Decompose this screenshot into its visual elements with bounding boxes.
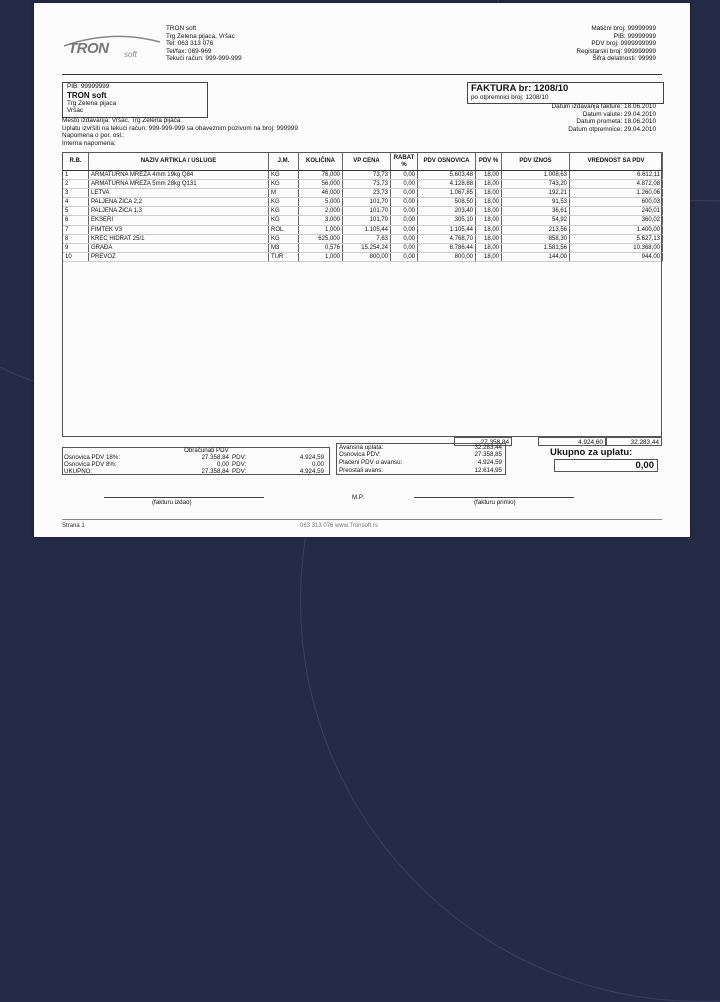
pay-label: Ukupno za uplatu: xyxy=(550,447,633,458)
table-cell: 0,00 xyxy=(391,207,418,216)
signature-line-issuer xyxy=(104,497,264,498)
table-cell: 0,00 xyxy=(391,225,418,234)
table-cell: 1.008,63 xyxy=(502,171,570,180)
note-line: Interna napomena: xyxy=(62,139,116,147)
invoice-title: FAKTURA br: 1208/10 xyxy=(471,83,569,94)
table-cell: 46,000 xyxy=(299,189,343,198)
vat-line-pdv: 0,00 xyxy=(311,461,324,468)
vat-line-pdv: 4.924,59 xyxy=(299,454,324,461)
table-cell: 7 xyxy=(63,225,89,234)
company-id-line xyxy=(576,55,656,63)
table-cell: 6.612,11 xyxy=(570,171,663,180)
table-row xyxy=(63,216,663,225)
col-header: VP CENA xyxy=(343,153,391,171)
table-cell: 73,73 xyxy=(343,171,391,180)
table-cell: 6 xyxy=(63,216,89,225)
table-cell: 0,00 xyxy=(391,180,418,189)
table-cell: 4.768,70 xyxy=(418,234,476,243)
buyer-street: Trg Zelena pijaca xyxy=(67,99,117,107)
table-cell: 8.786,44 xyxy=(418,243,476,252)
table-cell: 18,00 xyxy=(476,252,502,261)
invoice-dates xyxy=(552,103,656,133)
col-header: RABAT % xyxy=(391,153,418,171)
footer-page: Strana 1 xyxy=(62,523,85,529)
total-sum: 32.283,44 xyxy=(606,437,662,446)
svg-text:TRON: TRON xyxy=(68,40,109,57)
items-table xyxy=(62,152,663,262)
table-cell: KG xyxy=(269,180,299,189)
advance-value: 12.614,95 xyxy=(474,467,502,474)
company-address: Trg Zelena pijaca, Vršac xyxy=(166,32,235,40)
invoice-page xyxy=(34,3,690,537)
header-divider xyxy=(62,74,662,75)
table-cell: 1,000 xyxy=(299,225,343,234)
invoice-notes xyxy=(62,117,298,147)
buyer-city: Vršac xyxy=(67,107,84,115)
id-value: 9999999999 xyxy=(620,40,656,48)
table-cell: 4.872,08 xyxy=(570,180,663,189)
vat-summary-heading: Obračunati PDV xyxy=(184,447,229,454)
col-header: PDV % xyxy=(476,153,502,171)
table-cell: 508,50 xyxy=(418,198,476,207)
table-cell: 18,00 xyxy=(476,198,502,207)
table-cell: 101,70 xyxy=(343,207,391,216)
table-cell: GRAĐA xyxy=(89,243,269,252)
table-cell: 0,00 xyxy=(391,234,418,243)
table-row xyxy=(63,252,663,261)
table-cell: 18,00 xyxy=(476,234,502,243)
table-cell: 1.400,00 xyxy=(570,225,663,234)
table-cell: ARMATURNA MREŽA 5mm 28kg Q131 xyxy=(89,180,269,189)
table-header-row xyxy=(63,153,663,171)
invoice-date: Datum otpremnice: 29.04.2010 xyxy=(568,125,656,133)
company-header xyxy=(166,25,242,63)
footer-divider xyxy=(62,519,662,520)
id-value: 999999999 xyxy=(624,47,656,55)
vat-line-pdv: 4.924,59 xyxy=(299,468,324,475)
table-cell: 101,70 xyxy=(343,198,391,207)
table-cell: 360,02 xyxy=(570,216,663,225)
table-cell: 625,000 xyxy=(299,234,343,243)
company-ids xyxy=(576,25,656,63)
table-cell: 5,000 xyxy=(299,198,343,207)
id-value: 99999999 xyxy=(627,25,656,32)
company-tel: Tel: 063 313 076 xyxy=(166,40,214,48)
id-label: Registarski broj: xyxy=(576,47,623,55)
table-cell: 18,00 xyxy=(476,243,502,252)
advance-label: Plaćeni PDV u avansu: xyxy=(339,459,403,466)
invoice-dispatch: po otpremnici broj: 1208/10 xyxy=(471,94,549,101)
tron-soft-logo xyxy=(62,33,162,59)
table-cell: PREVOZ xyxy=(89,252,269,261)
table-cell: ARMATURNA MREŽA 4mm 19kg Q84 xyxy=(89,171,269,180)
col-header: PDV IZNOS xyxy=(502,153,570,171)
invoice-date: Datum prometa: 18.06.2010 xyxy=(576,118,656,126)
table-cell: 1.105,44 xyxy=(418,225,476,234)
table-cell: 0,576 xyxy=(299,243,343,252)
table-cell: PALJENA ŽICA 1,3 xyxy=(89,207,269,216)
company-account: Tekući račun: 999-999-999 xyxy=(166,55,242,63)
vat-line-label: UKUPNO: xyxy=(64,468,93,475)
id-label: PIB: xyxy=(613,32,626,40)
signature-line-receiver xyxy=(414,497,574,498)
table-cell: 23,73 xyxy=(343,189,391,198)
table-cell: 10 xyxy=(63,252,89,261)
table-cell: 0,00 xyxy=(391,216,418,225)
vat-line-pdv-label: PDV: xyxy=(232,454,247,461)
table-cell: 8 xyxy=(63,234,89,243)
table-cell: 9 xyxy=(63,243,89,252)
vat-line-pdv-label: PDV: xyxy=(232,461,247,468)
advance-label: Preostali avans: xyxy=(339,467,384,474)
table-cell: 54,92 xyxy=(502,216,570,225)
table-cell: KG xyxy=(269,198,299,207)
footer-contact: 063 313 076 www.Tronsoft.rs xyxy=(300,523,378,529)
table-cell: 2 xyxy=(63,180,89,189)
table-cell: 91,53 xyxy=(502,198,570,207)
table-cell: 0,00 xyxy=(391,171,418,180)
table-cell: 240,01 xyxy=(570,207,663,216)
table-row xyxy=(63,243,663,252)
note-line: Napomena o por. osl.: xyxy=(62,132,125,140)
table-cell: 600,03 xyxy=(570,198,663,207)
table-cell: 1.581,56 xyxy=(502,243,570,252)
id-value: 99999999 xyxy=(627,32,656,40)
total-pdv: 4.924,60 xyxy=(538,437,606,446)
vat-line-base: 27.358,84 xyxy=(201,454,229,461)
table-cell: 0,00 xyxy=(391,252,418,261)
table-cell: 10.368,00 xyxy=(570,243,663,252)
table-cell: 4 xyxy=(63,198,89,207)
table-cell: 15.254,24 xyxy=(343,243,391,252)
table-cell: 18,00 xyxy=(476,171,502,180)
company-telfax: Tel/fax: 069-969 xyxy=(166,47,212,55)
table-cell: 76,000 xyxy=(299,171,343,180)
table-cell: 1.067,85 xyxy=(418,189,476,198)
table-cell: 36,61 xyxy=(502,207,570,216)
table-cell: 56,000 xyxy=(299,180,343,189)
table-cell: FIMTEK V3 xyxy=(89,225,269,234)
col-header: NAZIV ARTIKLA / USLUGE xyxy=(89,153,269,171)
col-header: J.M. xyxy=(269,153,299,171)
table-cell: 18,00 xyxy=(476,207,502,216)
table-cell: M3 xyxy=(269,243,299,252)
table-cell: 1 xyxy=(63,171,89,180)
table-cell: 0,00 xyxy=(391,198,418,207)
id-value: 99999 xyxy=(638,55,656,63)
table-cell: 203,40 xyxy=(418,207,476,216)
col-header: PDV OSNOVICA xyxy=(418,153,476,171)
table-row xyxy=(63,171,663,180)
table-row xyxy=(63,234,663,243)
table-cell: 18,00 xyxy=(476,189,502,198)
advance-value: 32.283,44 xyxy=(474,444,502,451)
table-cell: 1.260,06 xyxy=(570,189,663,198)
table-cell: 3,000 xyxy=(299,216,343,225)
table-cell: 944,00 xyxy=(570,252,663,261)
table-cell: 213,56 xyxy=(502,225,570,234)
pay-value: 0,00 xyxy=(635,460,654,471)
table-cell: LETVA xyxy=(89,189,269,198)
table-cell: 4.128,88 xyxy=(418,180,476,189)
table-cell: 192,21 xyxy=(502,189,570,198)
invoice-title-box xyxy=(467,82,664,104)
table-cell: ROL xyxy=(269,225,299,234)
table-cell: 1,000 xyxy=(299,252,343,261)
vat-line-pdv-label: PDV: xyxy=(232,468,247,475)
invoice-date: Datum valute: 29.04.2010 xyxy=(582,110,656,118)
advance-value: 4.924,59 xyxy=(477,459,502,466)
table-cell: 1.105,44 xyxy=(343,225,391,234)
signature-issued: (fakturu izdao) xyxy=(152,499,192,506)
table-cell: 18,00 xyxy=(476,216,502,225)
signature-received: (fakturu primio) xyxy=(474,499,516,506)
id-label: Šifra delatnosti: xyxy=(592,55,637,63)
table-cell: 0,00 xyxy=(391,243,418,252)
table-cell: EKSERI xyxy=(89,216,269,225)
id-label: Matični broj: xyxy=(591,25,626,32)
table-cell: 305,10 xyxy=(418,216,476,225)
buyer-pib: PIB: 99999999 xyxy=(67,83,110,90)
table-cell: TUR xyxy=(269,252,299,261)
buyer-name: TRON soft xyxy=(67,90,107,100)
invoice-date: Datum izdavanja fakture: 18.06.2010 xyxy=(551,103,656,110)
table-cell: 101,70 xyxy=(343,216,391,225)
col-header: VREDNOST SA PDV xyxy=(570,153,663,171)
table-row xyxy=(63,225,663,234)
advance-label: Osnovica PDV: xyxy=(339,451,381,458)
note-line: Uplatu izvršiti na tekući račun: 999-999-999 sa obaveznim pozivom na broj: 999999 xyxy=(62,124,298,132)
company-id-line xyxy=(576,40,656,48)
table-cell: 18,00 xyxy=(476,180,502,189)
vat-line-base: 27.358,84 xyxy=(201,468,229,475)
table-cell: 18,00 xyxy=(476,225,502,234)
table-row xyxy=(63,189,663,198)
signature-mp: M.P. xyxy=(352,494,364,501)
table-cell: 743,20 xyxy=(502,180,570,189)
note-line: Mesto izdavanja: Vršac, Trg Zelena pijaca xyxy=(62,117,181,124)
table-cell: 5 xyxy=(63,207,89,216)
vat-line-label: Osnovica PDV 18%: xyxy=(64,454,121,461)
total-base: 27.358,84 xyxy=(454,437,512,446)
vat-line-base: 0,00 xyxy=(216,461,229,468)
vat-line-label: Osnovica PDV 8%: xyxy=(64,461,117,468)
buyer-box xyxy=(62,82,208,118)
company-name: TRON soft xyxy=(166,25,197,32)
table-cell: 858,30 xyxy=(502,234,570,243)
table-cell: 5.627,13 xyxy=(570,234,663,243)
table-cell: 73,73 xyxy=(343,180,391,189)
table-cell: KG xyxy=(269,216,299,225)
table-cell: 0,00 xyxy=(391,189,418,198)
table-cell: 2,000 xyxy=(299,207,343,216)
table-cell: 144,00 xyxy=(502,252,570,261)
svg-text:soft: soft xyxy=(124,50,137,59)
col-header: R.B. xyxy=(63,153,89,171)
table-cell: KG xyxy=(269,234,299,243)
table-row xyxy=(63,207,663,216)
table-cell: 7,63 xyxy=(343,234,391,243)
table-cell: KG xyxy=(269,171,299,180)
advance-label: Avansna uplata: xyxy=(339,444,384,451)
table-cell: KG xyxy=(269,207,299,216)
table-cell: 800,00 xyxy=(343,252,391,261)
table-cell: 800,00 xyxy=(418,252,476,261)
table-row xyxy=(63,180,663,189)
company-id-line xyxy=(576,33,656,41)
table-cell: M xyxy=(269,189,299,198)
table-cell: PALJENA ŽICA 2,2 xyxy=(89,198,269,207)
table-cell: 5.603,48 xyxy=(418,171,476,180)
table-cell: 3 xyxy=(63,189,89,198)
table-cell: KREČ HIDRAT 25/1 xyxy=(89,234,269,243)
col-header: KOLIČINA xyxy=(299,153,343,171)
company-id-line xyxy=(576,25,656,33)
id-label: PDV broj: xyxy=(591,40,619,48)
advance-value: 27.358,85 xyxy=(474,451,502,458)
table-row xyxy=(63,198,663,207)
